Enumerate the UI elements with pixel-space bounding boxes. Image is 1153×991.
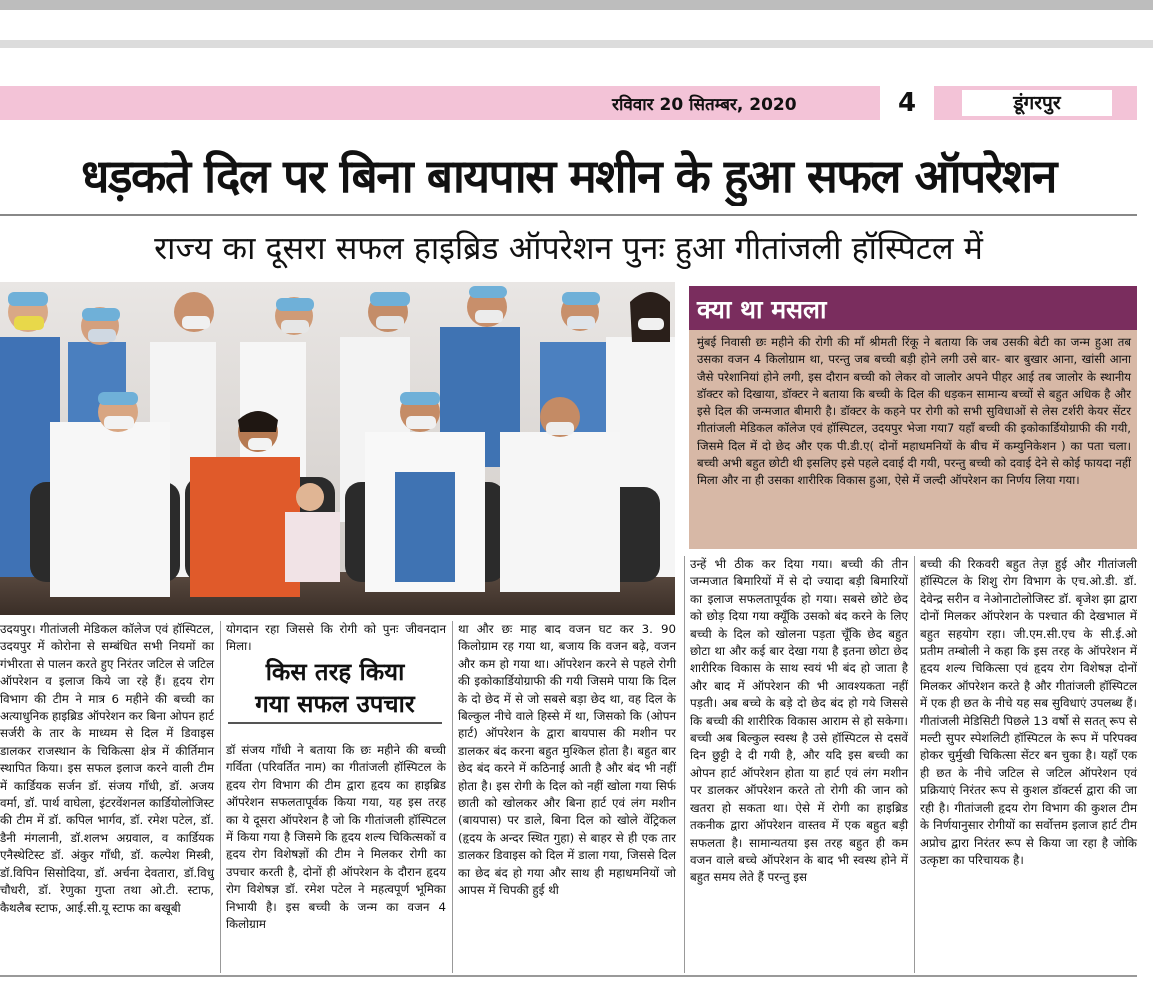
column-divider	[452, 621, 453, 973]
top-border-secondary	[0, 40, 1153, 48]
sub-headline: राज्य का दूसरा सफल हाइब्रिड ऑपरेशन पुनः हुआ गीतांजली हॉस्पिटल में	[154, 229, 983, 267]
page-number: 4	[880, 86, 934, 120]
main-headline: धड़कते दिल पर बिना बायपास मशीन के हुआ सफल ऑपरेशन	[81, 149, 1056, 203]
sidebar-text: मुंबई निवासी छः महीने की रोगी की माँ श्रीमती रिंकू ने बताया कि जब उसकी बेटी का जन्म हुआ तब उसका वजन 4 किलोग्राम था, परन्तु जब बच्ची बड़ी होने लगी उसे बार- बार बुखार आना, खांसी आना जैसे परेशानियां होने लगी, इस दौरान बच्ची को लेकर वो जालोर अपने पीहर आई तब जालोर के स्थानीय डॉक्टर को दिखाया, डॉक्टर ने बताया कि बच्ची के दिल की धड़कन सामान्य बच्चों से बहुत अधिक है और इसे दिल की जन्मजात बीमारी है। डॉक्टर के कहने पर रोगी को सभी सुविधाओं से लेस टर्शरी केयर सेंटर गीतांजली मेडिकल कॉलेज एवं हॉस्पिटल, उदयपुर भेजा गया7 यहाँ बच्ची की इकोकार्डियोग्राफी की गयी, जिसमे दिल में दो छेद और एक पी.डी.ए( दोनों महाधमनियों के बीच में कम्युनिकेशन ) का पता चला। बच्ची अभी बहुत छोटी थी इसलिए इसे पहले दवाई दी गयी, परन्तु बच्ची को दवाई देने से कोई फायदा नहीं मिला और ना ही उसका शारीरिक विकास हुआ, ऐसे में जल्दी ऑपरेशन का निर्णय लिया गया।	[697, 335, 1132, 488]
section-heading-line-2: गया सफल उपचार	[255, 690, 415, 718]
headline-divider	[0, 214, 1137, 216]
column-divider	[914, 556, 915, 973]
column-divider	[220, 621, 221, 973]
edition-city: डूंगरपुर	[962, 90, 1112, 116]
article-column-3: था और छः माह बाद वजन घट कर 3. 90 किलोग्राम रह गया था, बजाय कि वजन बढ़े, वजन और कम हो गया था। ऑपरेशन करने से पहले रोगी की इकोकार्डियोग्राफी की गयी जिसमे पाया कि दिल के दो छेद में से जो सबसे बड़ा छेद था, वह दिल के बिल्कुल नीचे वाले हिस्से में था, जिसको कि (ओपन हार्ट) ऑपरेशन के द्वारा बायपास की मशीन पर डालकर बंद करना बहुत मुश्किल होता है। बहुत बार छेद बंद करने में कठिनाई आती है और बंद भी नहीं होता है। इस रोगी के दिल को नहीं खोला गया सिर्फ छाती को खोलकर और बिना हार्ट एवं लंग मशीन (बायपास) पर डाले, बिना दिल को खोले वेंट्रिकल (हृदय के अन्दर स्थित गुहा) से बाहर से ही एक तार डालकर डिवाइस को दिल में डाला गया, जिससे दिल का छेद बंद हो गया और साथ ही महाधमनियों जो आपस में चिपकी हुई थी	[458, 622, 676, 898]
issue-date: रविवार 20 सितम्बर, 2020	[612, 95, 797, 115]
column-divider	[684, 556, 685, 973]
section-heading-line-1: किस तरह किया	[265, 658, 405, 686]
masthead-bar	[0, 86, 1137, 120]
article-column-2-top: योगदान रहा जिससे कि रोगी को पुनः जीवनदान मिला।	[226, 622, 446, 654]
article-column-5: बच्ची की रिकवरी बहुत तेज़ हुई और गीतांजली हॉस्पिटल के शिशु रोग विभाग के एच.ओ.डी. डॉ. देवेन्द्र सरीन व नेओनाटोलोजिस्ट डॉ. बृजेश झा द्वारा दोनों मिलकर ऑपरेशन के पश्चात की देखभाल में बहुत सहयोग रहा। जी.एम.सी.एच के सी.ई.ओ प्रतीम तम्बोली ने कहा कि इस तरह के ऑपरेशन में हृदय शल्य चिकित्सा एवं हृदय रोग विशेषज्ञ दोनों मिलकर ऑपरेशन करते है और गीतांजली हॉस्पिटल में एक ही छत के नीचे यह सब सुविधाएं उपलब्ध हैं। गीतांजली मेडिसिटी पिछले 13 वर्षो से सतत् रूप से मल्टी सुपर स्पेशलिटी हॉस्पिटल के रूप में परिपक्व होकर चुर्मुखी चिकित्सा सेंटर बन चुका है। यहाँ एक ही छत के नीचे जटिल से जटिल ऑपरेशन एवं प्रक्रियाएं निरंतर रूप से कुशल डॉक्टर्स द्वारा की जा रही है। गीतांजली हृदय रोग विभाग की कुशल टीम के निर्णयानुसार रोगीयों का सर्वोत्तम इलाज हार्ट टीम अप्रोच द्वारा निरंतर रूप से किया जा रहा है जोकि उत्कृष्टा का परिचायक है।	[920, 557, 1137, 867]
section-heading-box	[228, 656, 442, 724]
bottom-divider	[0, 975, 1137, 977]
team-photo	[0, 282, 675, 615]
sidebar-title: क्या था मसला	[697, 295, 827, 324]
top-border	[0, 0, 1153, 10]
article-column-2-bottom: डॉ संजय गाँधी ने बताया कि छः महीने की बच्ची गर्विता (परिवर्तित नाम) का गीतांजली हॉस्पिटल के हृदय रोग विभाग की टीम द्वारा हृदय का हाइब्रिड ऑपरेशन सफलतापूर्वक किया गया, यह इस तरह का ये दूसरा ऑपरेशन है जो कि गीतांजली हॉस्पिटल में किया गया है जिसमे कि हृदय शल्य चिकित्सकों व हृदय रोग विशेषज्ञों की टीम ने मिलकर रोगी का उपचार करती है, दोनों ही ऑपरेशन के दौरान हृदय रोग विशेषज्ञ डॉ. रमेश पटेल ने महत्वपूर्ण भूमिका निभायी है। इस बच्ची के जन्म का वजन 4 किलोग्राम	[226, 743, 446, 932]
article-column-1: उदयपुर। गीतांजली मेडिकल कॉलेज एवं हॉस्पिटल, उदयपुर में कोरोना से सम्बंधित सभी नियमों का गंभीरता से पालन करते हुए निरंतर जटिल से जटिल ऑपरेशन व इलाज किये जा रहे हैं। हृदय रोग विभाग की टीम ने मात्र 6 महीने की बच्ची का अत्याधुनिक हाइब्रिड ऑपरेशन कर बिना ओपन हार्ट सर्जरी के तार के माध्यम से दिल में डिवाइस डालकर राजस्थान के चिकित्सा क्षेत्र में कीर्तिमान स्थापित किया। इस सफल इलाज करने वाली टीम में कार्डियक सर्जन डॉ. संजय गाँधी, डॉ. अजय वर्मा, डॉ. पार्थ वाघेला, इंटरवेंशनल कार्डियोलोजिस्ट की टीम में डॉ. कपिल भार्गव, डॉ. रमेश पटेल, डॉ. डैनी मंगलानी, डॉ.शलभ अग्रवाल, व कार्डियक एनैस्थेटिस्ट डॉ. अंकुर गाँधी, डॉ. कल्पेश मिस्त्री, डॉ.विपिन सिसोदिया, डॉ. अर्चना देवतारा, डॉ.विधु चौधरी, डॉ. रेणुका गुप्ता तथा ओ.टी. स्टाफ, कैथलैब स्टाफ, आई.सी.यू स्टाफ का बखूबी	[0, 622, 214, 915]
article-column-4: उन्हें भी ठीक कर दिया गया। बच्ची की तीन जन्मजात बिमारियों में से दो ज्यादा बड़ी बिमारियों का इलाज सफलतापूर्वक हो गया। सबसे छोटे छेद को छोड़ दिया गया क्यूँकि उसको बंद करने के लिए बच्ची के दिल को खोलना पड़ता चूँकि छेद बहुत छोटा था और कई बार देखा गया है इतना छोटा छेद शारीरिक विकास के साथ स्वयं भी बंद हो जाता है और बाद में ऑपरेशन की भी आवश्यकता नहीं पड़ती। अब बच्चे के बड़े दो छेद बंद हो गये जिससे कि बच्ची की शारीरिक विकास आराम से हो सकेगा। बच्ची अब बिल्कुल स्वस्थ है उसे हॉस्पिटल से दसवें दिन छुट्टी दे दी गयी है, और यदि इस बच्ची का ओपन हार्ट ऑपरेशन होता या हार्ट एवं लंग मशीन पर डालकर ऑपरेशन करते तो रोगी की जान को खतरा हो सकता था। ऐसे में रोगी का हाइब्रिड तकनीक द्वारा ऑपरेशन वास्तव में एक बहुत बड़ी सफलता है। सामान्यतया इस तरह बहुत ही कम वजन वाले बच्चे ऑपरेशन के बाद भी स्वस्थ होने में बहुत समय लेते हैं परन्तु इस	[690, 557, 908, 885]
sidebar-box	[689, 286, 1137, 549]
